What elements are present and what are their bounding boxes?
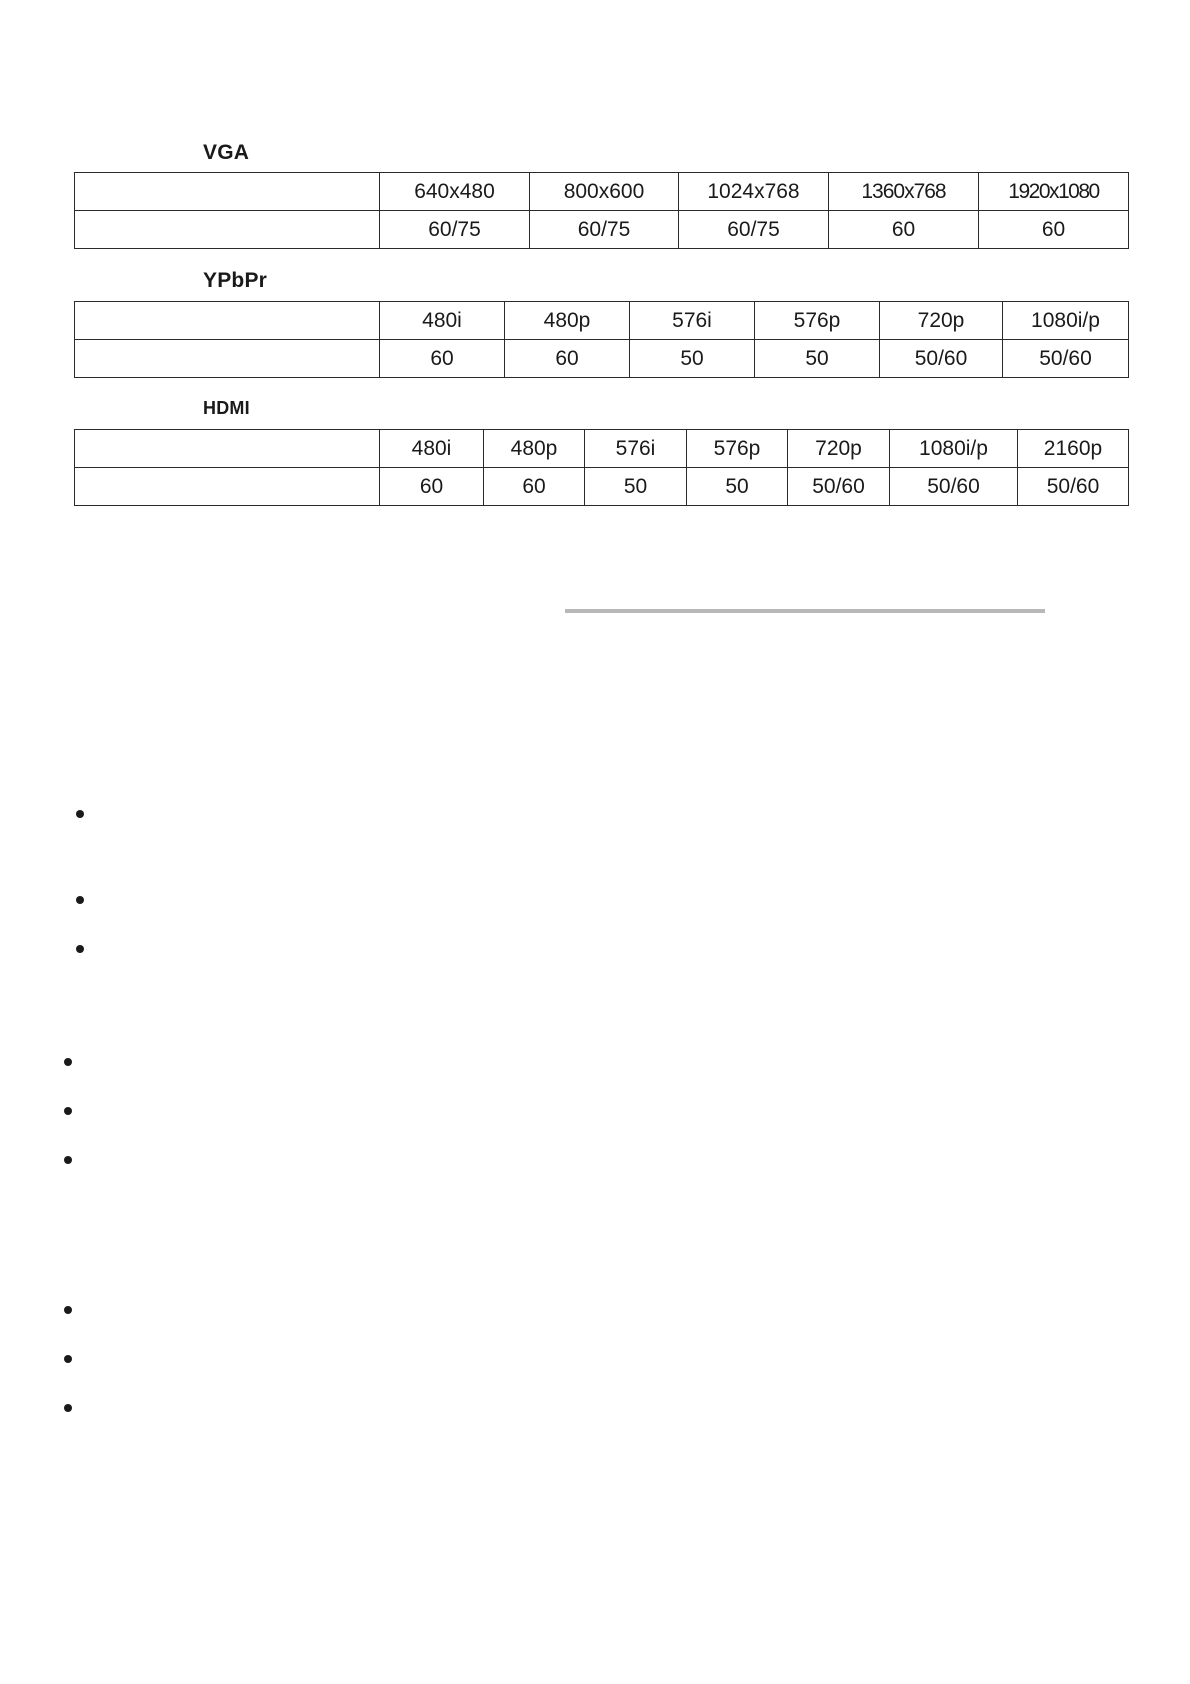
hdmi-refresh-cell: 50/60 [890, 468, 1018, 506]
hdmi-resolution-cell: 480i [380, 430, 484, 468]
hdmi-row-label [75, 430, 380, 468]
vga-resolution-row [75, 173, 1129, 211]
bullet-marker [64, 1404, 72, 1412]
vga-refresh-cell: 60/75 [530, 211, 679, 249]
vga-row-label [75, 173, 380, 211]
ypbpr-resolution-cell: 480i [380, 302, 505, 340]
vga-row-label [75, 211, 380, 249]
vga-resolution-cell: 800x600 [530, 173, 679, 211]
ypbpr-title: YPbPr [203, 269, 268, 292]
hdmi-refresh-cell: 60 [484, 468, 585, 506]
section-divider [565, 609, 1045, 613]
ypbpr-refresh-cell: 50/60 [880, 340, 1003, 378]
ypbpr-refresh-cell: 50 [630, 340, 755, 378]
hdmi-refresh-row [75, 468, 1129, 506]
bullet-marker [76, 810, 84, 818]
vga-resolution-cell: 640x480 [380, 173, 530, 211]
ypbpr-resolution-cell: 576i [630, 302, 755, 340]
ypbpr-row-label [75, 302, 380, 340]
hdmi-resolution-cell: 576i [585, 430, 687, 468]
hdmi-table [74, 429, 1129, 506]
hdmi-refresh-cell: 50/60 [1018, 468, 1129, 506]
ypbpr-resolution-cell: 1080i/p [1003, 302, 1129, 340]
ypbpr-resolution-cell: 720p [880, 302, 1003, 340]
vga-refresh-row [75, 211, 1129, 249]
vga-refresh-cell: 60/75 [679, 211, 829, 249]
hdmi-resolution-cell: 480p [484, 430, 585, 468]
ypbpr-resolution-cell: 480p [505, 302, 630, 340]
ypbpr-resolution-cell: 576p [755, 302, 880, 340]
hdmi-resolution-row [75, 430, 1129, 468]
hdmi-refresh-cell: 50 [585, 468, 687, 506]
hdmi-resolution-cell: 2160p [1018, 430, 1129, 468]
hdmi-resolution-cell: 720p [788, 430, 890, 468]
vga-refresh-cell: 60 [829, 211, 979, 249]
ypbpr-refresh-cell: 60 [380, 340, 505, 378]
bullet-marker [64, 1355, 72, 1363]
ypbpr-refresh-cell: 50 [755, 340, 880, 378]
bullet-marker [76, 896, 84, 904]
hdmi-resolution-cell: 576p [687, 430, 788, 468]
vga-resolution-cell: 1360x768 [829, 173, 979, 211]
vga-refresh-cell: 60 [979, 211, 1129, 249]
ypbpr-table [74, 301, 1129, 378]
ypbpr-refresh-row [75, 340, 1129, 378]
hdmi-refresh-cell: 50/60 [788, 468, 890, 506]
hdmi-title: HDMI [203, 398, 250, 418]
vga-table [74, 172, 1129, 249]
vga-title: VGA [203, 141, 250, 164]
hdmi-refresh-cell: 50 [687, 468, 788, 506]
ypbpr-resolution-row [75, 302, 1129, 340]
ypbpr-row-label [75, 340, 380, 378]
ypbpr-refresh-cell: 50/60 [1003, 340, 1129, 378]
ypbpr-refresh-cell: 60 [505, 340, 630, 378]
bullet-marker [76, 945, 84, 953]
bullet-marker [64, 1156, 72, 1164]
hdmi-row-label [75, 468, 380, 506]
hdmi-refresh-cell: 60 [380, 468, 484, 506]
vga-resolution-cell: 1920x1080 [979, 173, 1129, 211]
vga-refresh-cell: 60/75 [380, 211, 530, 249]
vga-resolution-cell: 1024x768 [679, 173, 829, 211]
bullet-marker [64, 1107, 72, 1115]
hdmi-resolution-cell: 1080i/p [890, 430, 1018, 468]
bullet-marker [64, 1058, 72, 1066]
bullet-marker [64, 1306, 72, 1314]
